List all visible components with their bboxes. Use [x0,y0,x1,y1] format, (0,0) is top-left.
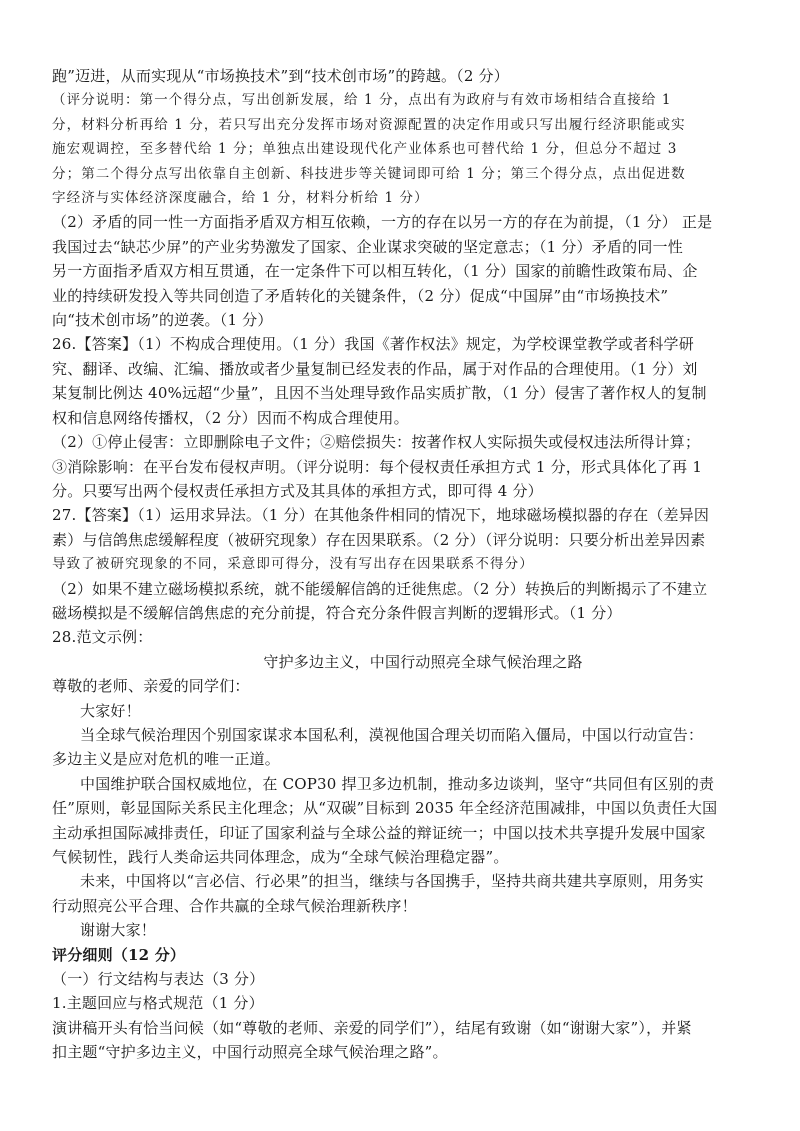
essay-title: 守护多边主义，中国行动照亮全球气候治理之路 [263,652,583,671]
text-line: 磁场模拟是不缓解信鸽焦虑的充分前提，符合充分条件假言判断的逻辑形式。（1 分） [52,603,622,622]
text-line: 业的持续研发投入等共同创造了矛盾转化的关键条件，（2 分）促成“中国屏”由“市场换技术” [52,286,669,305]
text-line: （2）矛盾的同一性一方面指矛盾双方相互依赖，一方的存在以另一方的存在为前提，（1 分） 正是 [52,213,713,232]
essay-paragraph-line: 未来，中国将以“言必信、行必果”的担当，继续与各国携手，坚持共商共建共享原则，用务实 [80,872,704,891]
text-line: 另一方面指矛盾双方相互贯通，在一定条件下可以相互转化，（1 分）国家的前瞻性政策布局、企 [52,262,698,281]
scoring-rules-heading: 评分细则（12 分） [52,945,186,964]
essay-paragraph-line: 当全球气候治理因个别国家谋求本国私利，漠视他国合理关切而陷入僵局，中国以行动宣告： [80,725,704,744]
scoring-section-heading: （一）行文结构与表达（3 分） [52,970,265,989]
text-line: （2）如果不建立磁场模拟系统，就不能缓解信鸽的迁徙焦虑。（2 分）转换后的判断揭示了不建立 [52,579,708,598]
scoring-note-line: 导致了被研究现象的不同，采意即可得分，没有写出存在因果联系不得分） [52,556,534,573]
text-line: 向“技术创市场”的逆袭。（1 分） [52,311,273,330]
text-line: 我国过去“缺芯少屏”的产业劣势激发了国家、企业谋求突破的坚定意志；（1 分）矛盾的同一性 [52,237,683,256]
essay-salutation: 尊敬的老师、亲爱的同学们： [52,677,250,696]
text-line: 跑”迈进，从而实现从“市场换技术”到“技术创市场”的跨越。（2 分） [52,67,509,85]
scoring-note-line: 分，材料分析再给 1 分，若只写出充分发挥市场对资源配置的决定作用或只写出履行经济职能或实 [52,116,686,133]
scoring-note-line: 字经济与实体经济深度融合，给 1 分，材料分析给 1 分） [52,190,429,207]
scoring-note-line: （评分说明：第一个得分点，写出创新发展，给 1 分，点出有为政府与有效市场相结合直接给 1 [52,92,672,109]
essay-paragraph-line: 任”原则，彰显国际关系民主化理念；从“双碳”目标到 2035 年全经济范围减排，中国以负责任大国 [52,799,718,818]
text-line: ③消除影响：在平台发布侵权声明。（评分说明：每个侵权责任承担方式 1 分，形式具体化了再 1 [52,457,703,476]
essay-closing: 谢谢大家！ [80,921,157,940]
text-line: 扣主题“守护多边主义，中国行动照亮全球气候治理之路”。 [52,1043,448,1062]
text-line: （2）①停止侵害：立即删除电子文件；②赔偿损失：按著作权人实际损失或侵权违法所得计算； [52,433,701,452]
scoring-note-line: 施宏观调控，至多替代给 1 分；单独点出建设现代化产业体系也可替代给 1 分，但总分不超过 3 [52,141,678,158]
scoring-note-line: 分；第二个得分点写出依靠自主创新、科技进步等关键词即可给 1 分；第三个得分点，点出促进数 [52,165,686,182]
essay-paragraph-line: 多边主义是应对危机的唯一正道。 [52,750,281,769]
text-line: 素）与信鸽焦虑缓解程度（被研究现象）存在因果联系。（2 分）（评分说明：只要分析出差异因素 [52,530,706,549]
answer-27-line: 27.【答案】（1）运用求异法。（1 分）在其他条件相同的情况下，地球磁场模拟器的存在（差异因 [52,506,710,525]
essay-paragraph-line: 主动承担国际减排责任，印证了国家利益与全球公益的辩证统一；中国以技术共享提升发展中国家 [52,823,706,842]
essay-paragraph-line: 中国维护联合国权威地位，在 COP30 捍卫多边机制，推动多边谈判，坚守“共同但有区别的责 [80,774,715,793]
scoring-item-heading: 1.主题回应与格式规范（1 分） [52,994,264,1013]
document-page [52,64,764,1065]
answer-28-heading: 28.范文示例： [52,628,153,647]
answer-26-line: 26.【答案】（1）不构成合理使用。（1 分）我国《著作权法》规定，为学校课堂教学或者科学研 [52,335,694,354]
text-line: 分。只要写出两个侵权责任承担方式及其具体的承担方式，即可得 4 分） [52,481,543,500]
essay-greeting: 大家好！ [80,701,141,720]
text-line: 究、翻译、改编、汇编、播放或者少量复制已经发表的作品，属于对作品的合理使用。（1 分）刘 [52,359,698,378]
text-line: 权和信息网络传播权，（2 分）因而不构成合理使用。 [52,408,409,427]
essay-paragraph-line: 气候韧性，践行人类命运共同体理念，成为“全球气候治理稳定器”。 [52,848,509,866]
text-line: 演讲稿开头有恰当问候（如“尊敬的老师、亲爱的同学们”），结尾有致谢（如“谢谢大家”），并紧 [52,1018,692,1037]
text-line: 某复制比例达 40%远超“少量”，且因不当处理导致作品实质扩散，（1 分）侵害了著作权人的复制 [52,384,707,403]
essay-paragraph-line: 行动照亮公平合理、合作共赢的全球气候治理新秩序！ [52,896,417,915]
